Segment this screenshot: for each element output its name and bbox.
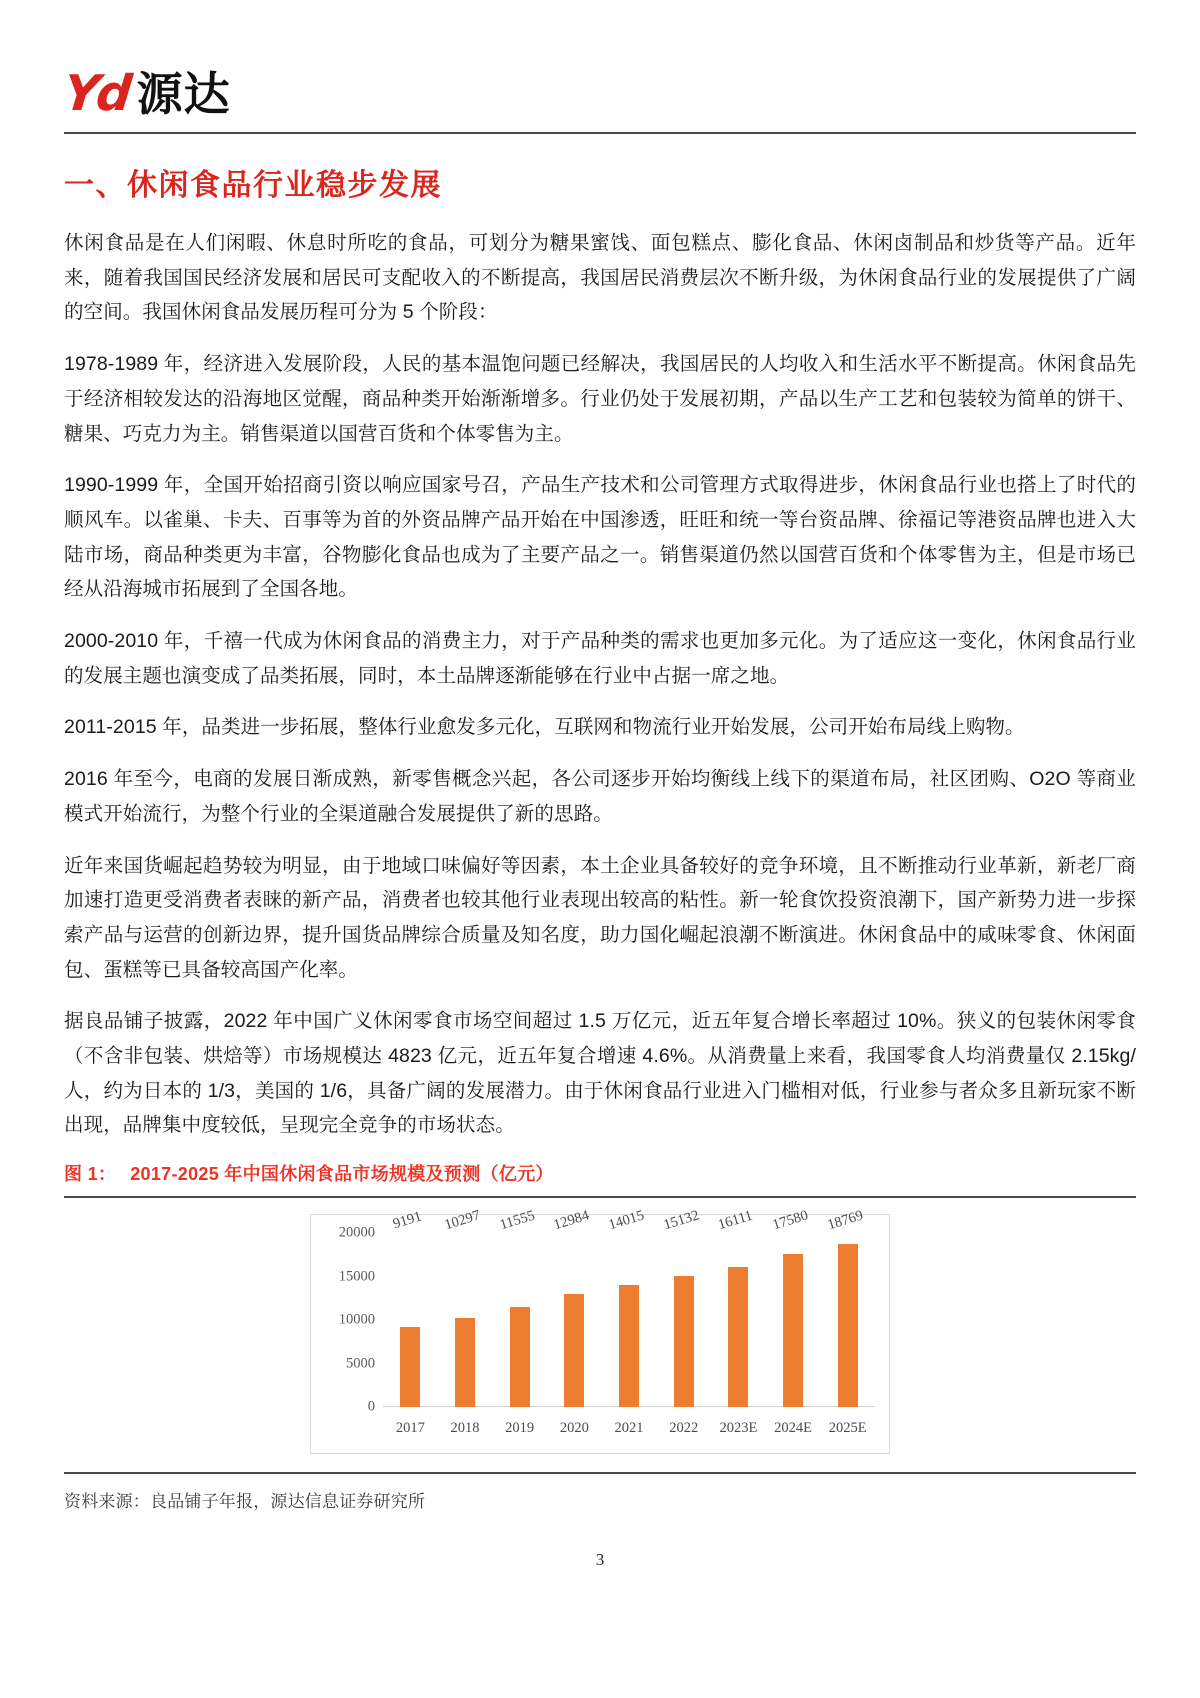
bar-column	[547, 1207, 602, 1407]
figure-number: 图 1：	[64, 1164, 117, 1185]
paragraph-market-size: 据良品铺子披露，2022 年中国广义休闲零食市场空间超过 1.5 万亿元，近五年复合增长率超过 10%。狭义的包装休闲零食（不含非包装、烘焙等）市场规模达 4823 亿元，近五年复合增速 4.6%。从消费量上来看，我国零食人均消费量仅 2.15kg/人，约为日本的 1/3，美国的 1/6，具备广阔的发展潜力。由于休闲食品行业进入门槛相对低，行业参与者众多且新玩家不断出现，品牌集中度较低，呈现完全竞争的市场状态。	[64, 1010, 1136, 1137]
chart-bars	[383, 1207, 875, 1407]
bar-column	[602, 1207, 657, 1407]
bar-value-label: 18769	[825, 1207, 865, 1234]
x-tick-label: 2017	[395, 1420, 425, 1437]
y-tick-label: 0	[367, 1398, 375, 1415]
bar-column	[383, 1208, 438, 1407]
paragraph-1978-1989: 1978-1989 年，经济进入发展阶段，人民的基本温饱问题已经解决，我国居民的人均收入和生活水平不断提高。休闲食品先于经济相较发达的沿海地区觉醒，商品种类开始渐渐增多。行业仍处于发展初期，产品以生产工艺和包装较为简单的饼干、糖果、巧克力为主。销售渠道以国营百货和个体零售为主。	[64, 353, 1136, 445]
bar-value-label: 10297	[442, 1207, 483, 1234]
page-number: 3	[595, 1550, 605, 1569]
bar-value-label: 12984	[552, 1207, 592, 1234]
bar-column	[766, 1207, 821, 1407]
paragraph-intro: 休闲食品是在人们闲暇、休息时所吃的食品，可划分为糖果蜜饯、面包糕点、膨化食品、休闲卤制品和炒货等产品。近年来，随着我国国民经济发展和居民可支配收入的不断提高，我国居民消费层次不断升级，为休闲食品行业的发展提供了广阔的空间。我国休闲食品发展历程可分为 5 个阶段：	[64, 232, 1136, 324]
y-tick-label: 20000	[338, 1224, 375, 1241]
x-tick-label: 2024E	[774, 1420, 812, 1437]
bar-value-label: 15132	[661, 1207, 701, 1234]
bar-value-label: 11555	[497, 1207, 537, 1234]
figure-caption	[64, 1160, 1136, 1186]
bar-2019	[497, 1207, 537, 1408]
page-header	[0, 0, 1200, 122]
x-tick-label: 2020	[559, 1420, 589, 1437]
bar-2022	[661, 1207, 701, 1408]
bar-chart	[310, 1207, 890, 1454]
bar-column	[656, 1207, 711, 1407]
bar-2024E	[770, 1207, 811, 1407]
x-tick-label: 2019	[505, 1420, 535, 1437]
paragraph-2011-2015: 2011-2015 年，品类进一步拓展，整体行业愈发多元化，互联网和物流行业开始发展，公司开始布局线上购物。	[64, 716, 1025, 739]
x-tick-label: 2023E	[719, 1420, 758, 1437]
paragraph-1990-1999: 1990-1999 年，全国开始招商引资以响应国家号召，产品生产技术和公司管理方式取得进步，休闲食品行业也搭上了时代的顺风车。以雀巢、卡夫、百事等为首的外资品牌产品开始在中国渗透，旺旺和统一等台资品牌、徐福记等港资品牌也进入大陆市场，商品种类更为丰富，谷物膨化食品也成为了主要产品之一。销售渠道仍然以国营百货和个体零售为主，但是市场已经从沿海城市拓展到了全国各地。	[64, 474, 1136, 601]
bar-column	[711, 1207, 766, 1407]
figure-bottom-divider	[64, 1472, 1136, 1474]
bar-2020	[552, 1207, 592, 1407]
document-body	[64, 204, 1136, 1512]
chart-plot-area	[338, 1207, 875, 1415]
x-tick-label: 2021	[614, 1420, 644, 1437]
chart-container	[64, 1198, 1136, 1460]
bar-column	[438, 1207, 493, 1407]
bar-column	[820, 1207, 875, 1407]
header-divider	[64, 132, 1136, 134]
logo-mark-yd: Yd	[61, 65, 132, 122]
bar-column	[492, 1207, 547, 1407]
bar-2025E	[825, 1207, 865, 1407]
y-tick-label: 5000	[346, 1355, 375, 1372]
y-tick-label: 10000	[338, 1311, 375, 1328]
section-title: 一、休闲食品行业稳步发展	[64, 169, 442, 202]
bar-value-label: 9191	[391, 1208, 424, 1233]
company-logo	[61, 62, 1136, 122]
bar-2021	[606, 1207, 647, 1407]
x-tick-label: 2022	[669, 1420, 699, 1437]
bar-value-label: 17580	[770, 1207, 811, 1234]
bar-2018	[442, 1207, 483, 1408]
figure-source: 资料来源：良品铺子年报，源达信息证券研究所	[64, 1492, 426, 1512]
figure-title: 2017-2025 年中国休闲食品市场规模及预测（亿元）	[130, 1164, 554, 1185]
x-tick-label: 2025E	[828, 1420, 867, 1437]
bar-2023E	[716, 1207, 755, 1407]
paragraph-domestic-brands: 近年来国货崛起趋势较为明显，由于地域口味偏好等因素，本土企业具备较好的竞争环境，且不断推动行业革新，新老厂商加速打造更受消费者表睐的新产品，消费者也较其他行业表现出较高的粘性。新一轮食饮投资浪潮下，国产新势力进一步探索产品与运营的创新边界，提升国货品牌综合质量及知名度，助力国化崛起浪潮不断演进。休闲食品中的咸味零食、休闲面包、蛋糕等已具备较高国产化率。	[64, 854, 1136, 981]
x-axis-labels	[383, 1420, 875, 1437]
y-tick-label: 15000	[338, 1268, 375, 1285]
logo-text-yuanda: 源达	[136, 68, 231, 120]
bar-value-label: 16111	[716, 1207, 755, 1234]
paragraph-2000-2010: 2000-2010 年，千禧一代成为休闲食品的消费主力，对于产品种类的需求也更加多元化。为了适应这一变化，休闲食品行业的发展主题也演变成了品类拓展，同时，本土品牌逐渐能够在行业中占据一席之地。	[64, 630, 1136, 687]
bar-value-label: 14015	[606, 1207, 647, 1234]
paragraph-2016-present: 2016 年至今，电商的发展日渐成熟，新零售概念兴起，各公司逐步开始均衡线上线下的渠道布局，社区团购、O2O 等商业模式开始流行，为整个行业的全渠道融合发展提供了新的思路。	[64, 768, 1136, 825]
bar-2017	[391, 1208, 424, 1407]
x-tick-label: 2018	[450, 1420, 480, 1437]
